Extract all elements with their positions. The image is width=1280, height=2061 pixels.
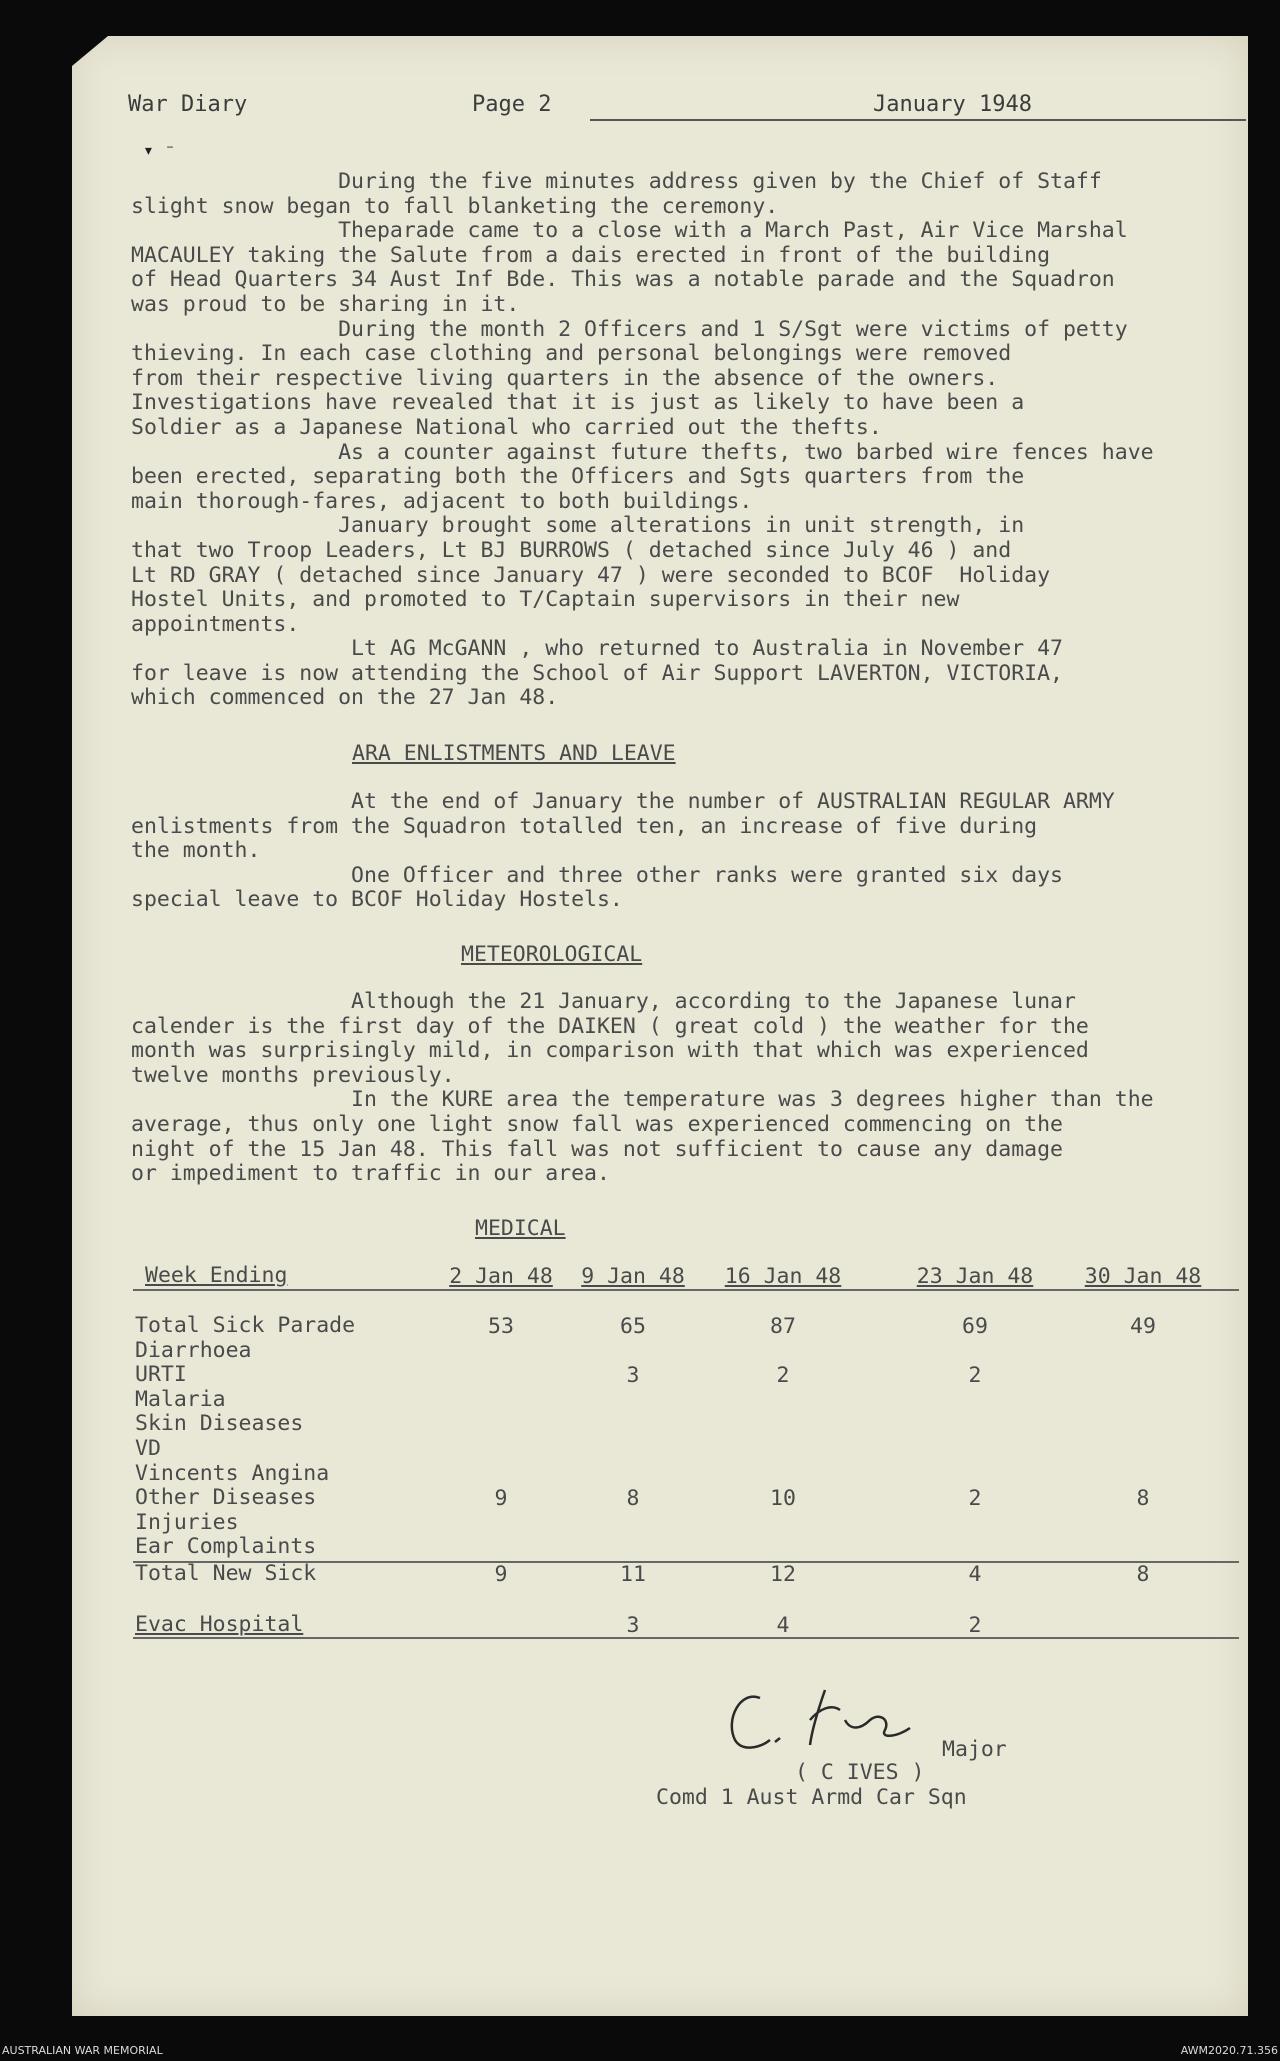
met-text: Although the 21 January, according to the Japanese lunar calender is the first day of the DAIKEN ( great cold ) the weather for the month was surprisingly mild, in comparison with that which was experienced twelve months previously. In the KURE area the temperature was 3 degrees higher than the average, thus only one light snow fall was experienced commencing on the night of the 15 Jan 48. This fall was not sufficient to cause any damage or impediment to traffic in our area.: [131, 989, 1154, 1187]
signatory-rank: Major: [942, 1737, 1007, 1762]
table-cell: 49: [1130, 1314, 1156, 1339]
table-total-cell: 11: [620, 1562, 646, 1587]
section-heading-medical: MEDICAL: [475, 1216, 566, 1241]
table-row-label: Other Diseases: [135, 1485, 317, 1511]
signatory-title: Comd 1 Aust Armd Car Sqn: [656, 1785, 967, 1810]
table-total-cell: 8: [1136, 1562, 1150, 1587]
body-text: During the five minutes address given by the Chief of Staff slight snow began to fall blanketing the ceremony. Theparade came to a close with a March Past, Air Vice Marshal MACAULEY taking the Salute from a dais erected in front of the building of Head Quarters 34 Aust Inf Bde. This was a notable parade and the Squadron was proud to be sharing in it. During the month 2 Officers and 1 S/Sgt were victims of petty thieving. In each case clothing and personal belongings were removed from their respective living quarters in the absence of the owners. Investigations have revealed that it is just as likely to have been a Soldier as a Japanese National who carried out the thefts. As a counter against future thefts, two barbed wire fences have been erected, separating both the Officers and Sgts quarters from the main thorough-fares, adjacent to both buildings. January brought some alterations in unit strength, in that two Troop Leaders, Lt BJ BURROWS ( detached since July 46 ) and Lt RD GRAY ( detached since January 47 ) were seconded to BCOF Holiday Hostel Units, and promoted to T/Captain supervisors in their new appointments. Lt AG McGANN , who returned to Australia in November 47 for leave is now attending the School of Air Support LAVERTON, VICTORIA, which commenced on the 27 Jan 48.: [131, 169, 1154, 711]
table-cell: 69: [962, 1314, 988, 1339]
table-row-label: URTI: [135, 1362, 187, 1388]
table-evac-label: Evac Hospital: [135, 1612, 304, 1637]
table-cell: 87: [770, 1314, 796, 1339]
table-cell: 65: [620, 1314, 646, 1339]
table-column-header: 16 Jan 48: [724, 1264, 842, 1289]
table-total-label: Total New Sick: [135, 1561, 317, 1586]
ara-text: At the end of January the number of AUSTRALIAN REGULAR ARMY enlistments from the Squadron totalled ten, an increase of five during the month. One Officer and three other ranks were granted six days special leave to BCOF Holiday Hostels.: [131, 789, 1115, 913]
signature-image: [720, 1680, 940, 1760]
table-row-label: Diarrhoea: [135, 1337, 252, 1363]
signatory-name: ( C IVES ): [795, 1760, 925, 1785]
section-heading-met: METEOROLOGICAL: [461, 942, 643, 967]
table-cell: 2: [776, 1363, 790, 1389]
table-column-header: 23 Jan 48: [916, 1264, 1034, 1289]
table-column-header: 2 Jan 48: [449, 1264, 553, 1289]
table-cell: 8: [626, 1486, 640, 1512]
table-header-label: Week Ending: [145, 1263, 288, 1288]
table-cell: 10: [770, 1486, 796, 1512]
header-title: War Diary: [128, 92, 248, 117]
table-bottom-rule: [133, 1637, 1239, 1639]
header-date: January 1948: [873, 92, 1032, 117]
table-total-cell: 4: [968, 1562, 982, 1587]
table-row-label: Malaria: [135, 1386, 226, 1412]
table-cell: 8: [1136, 1486, 1150, 1512]
footer-left: AUSTRALIAN WAR MEMORIAL: [2, 2044, 163, 2057]
table-cell: 2: [968, 1486, 982, 1512]
table-evac-cell: 2: [968, 1613, 982, 1638]
table-cell: 2: [968, 1363, 982, 1389]
table-row-label: Total Sick Parade: [135, 1313, 356, 1338]
ink-mark: ▾ ⁻: [143, 140, 176, 161]
table-total-cell: 12: [770, 1562, 796, 1587]
footer-right: AWM2020.71.356: [1180, 2044, 1278, 2057]
header-page-number: Page 2: [472, 92, 552, 117]
table-cell: 3: [626, 1363, 640, 1389]
table-row-label: Skin Diseases: [135, 1411, 304, 1437]
section-heading-ara: ARA ENLISTMENTS AND LEAVE: [352, 741, 676, 766]
table-header-rule: [133, 1289, 1239, 1291]
table-cell: 53: [488, 1314, 514, 1339]
header-underline: [590, 119, 1246, 121]
table-row-label: Vincents Angina: [135, 1460, 330, 1486]
table-row-label: Ear Complaints: [135, 1534, 317, 1560]
table-column-header: 30 Jan 48: [1084, 1264, 1202, 1289]
table-row-label: VD: [135, 1436, 161, 1461]
table-evac-cell: 4: [776, 1613, 790, 1638]
table-evac-cell: 3: [626, 1613, 640, 1638]
table-cell: 9: [494, 1486, 508, 1512]
table-column-header: 9 Jan 48: [581, 1264, 685, 1289]
table-total-cell: 9: [494, 1562, 508, 1587]
table-row-label: Injuries: [135, 1509, 239, 1535]
